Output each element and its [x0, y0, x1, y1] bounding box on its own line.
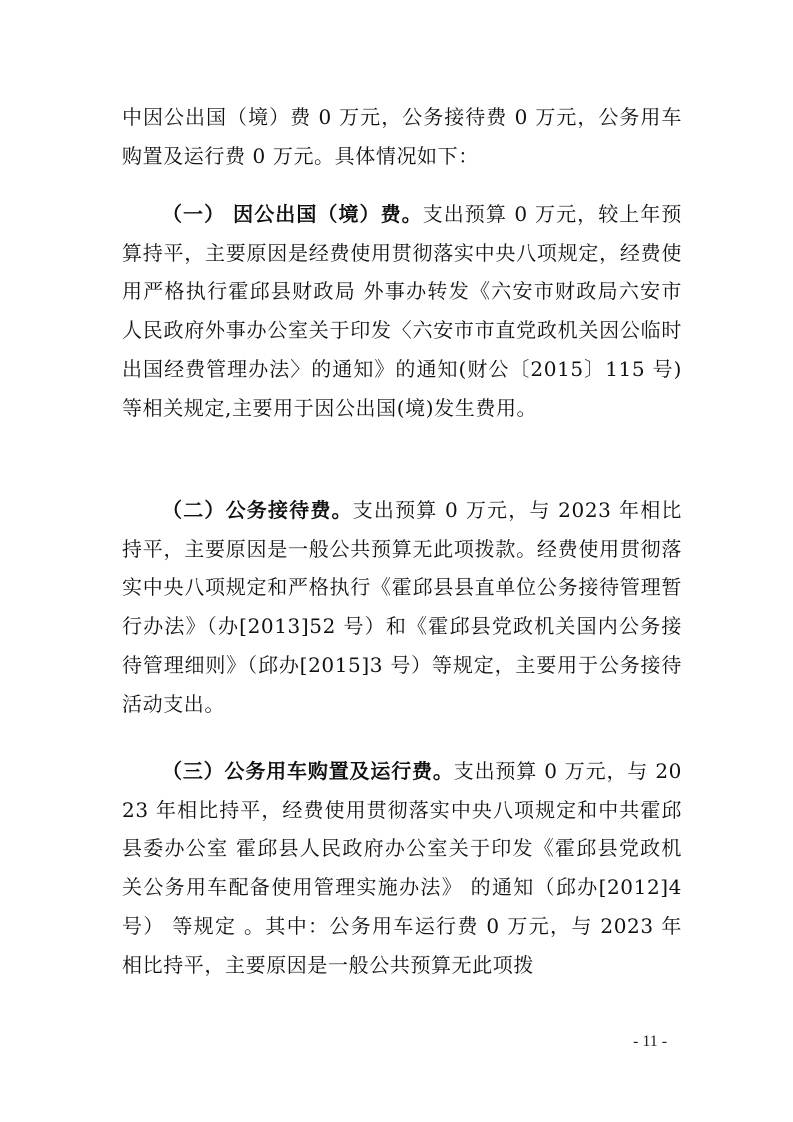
paragraph-official-vehicles-text: 支出预算 0 万元，与 2023 年相比持平，经费使用贯彻落实中央八项规定和中共霍邱县委办公室 霍邱县人民政府办公室关于印发《霍邱县党政机关公务用车配备使用管理实施办法》 的通知（邱办[2012]4 号） 等规定 。其中：公务用车运行费 0 万元，与 2023 年相比持平，主要原因是一般公共预算无此项拨	[122, 759, 682, 977]
paragraph-official-vehicles	[122, 752, 682, 984]
paragraph-official-reception-text: 支出预算 0 万元，与 2023 年相比持平，主要原因是一般公共预算无此项拨款。经费使用贯彻落实中央八项规定和严格执行《霍邱县县直单位公务接待管理暂行办法》（办[2013]52 号）和《霍邱县党政机关国内公务接待管理细则》（邱办[2015]3 号）等规定，主要用于公务接待活动支出。	[122, 498, 682, 716]
page-number: - 11 -	[633, 1033, 668, 1050]
heading-overseas-travel: （一） 因公出国（境）费。	[162, 202, 423, 226]
heading-official-vehicles: （三）公务用车购置及运行费。	[162, 759, 454, 783]
paragraph-overseas-travel	[122, 195, 682, 427]
paragraph-overseas-travel-text: 支出预算 0 万元，较上年预算持平，主要原因是经费使用贯彻落实中央八项规定，经费使用严格执行霍邱县财政局 外事办转发《六安市财政局六安市人民政府外事办公室关于印发〈六安市市直党政机关因公临时出国经费管理办法〉的通知》的通知(财公〔2015〕115 号)等相关规定,主要用于因公出国(境)发生费用。	[122, 202, 682, 420]
heading-official-reception: （二）公务接待费。	[162, 498, 353, 522]
paragraph-intro	[122, 98, 682, 175]
paragraph-intro-text: 中因公出国（境）费 0 万元，公务接待费 0 万元，公务用车购置及运行费 0 万元。具体情况如下：	[122, 105, 682, 168]
paragraph-official-reception	[122, 491, 682, 723]
